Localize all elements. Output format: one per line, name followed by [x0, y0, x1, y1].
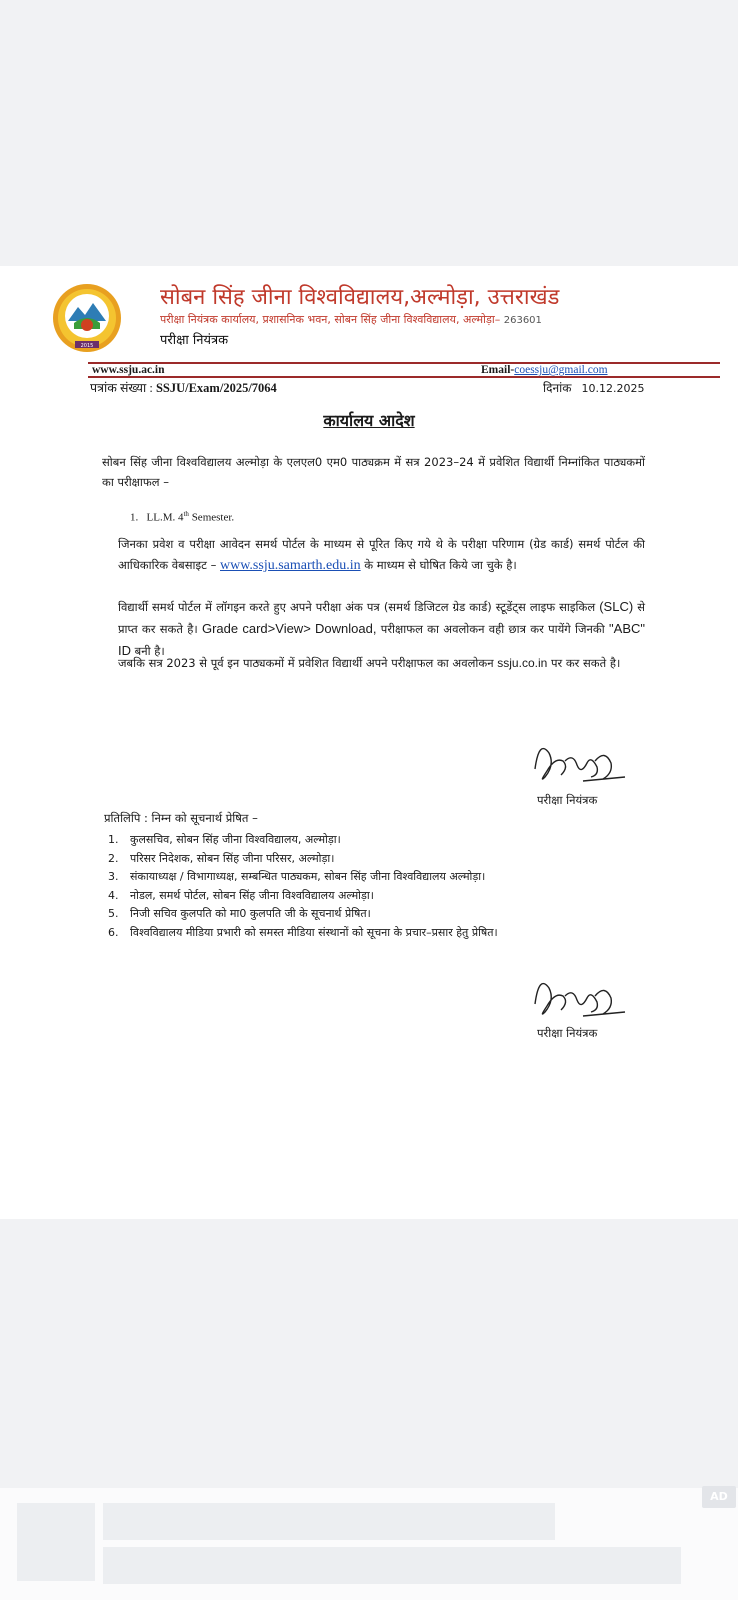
- document-date: [543, 379, 644, 396]
- samarth-portal-link[interactable]: www.ssju.samarth.edu.in: [220, 558, 361, 573]
- signature-2: [525, 966, 635, 1026]
- reference-number: [90, 379, 277, 396]
- ad-thumbnail-placeholder: [17, 1503, 95, 1581]
- list-item-text: निजी सचिव कुलपति को मा0 कुलपति जी के सूचनार्थ प्रेषित।: [130, 907, 371, 920]
- ad-badge[interactable]: AD: [702, 1486, 736, 1508]
- ad-body-placeholder: [103, 1547, 681, 1584]
- university-name: सोबन सिंह जीना विश्वविद्यालय,अल्मोड़ा, उत्तराखंड: [160, 285, 560, 310]
- para3-text-c: परीक्षाफल का अवलोकन वही छात्र कर पायेंगे जिनकी: [376, 622, 610, 636]
- para3-text-a: विद्यार्थी समर्थ पोर्टल में लॉगइन करते हुए अपने परीक्षा अंक पत्र (समर्थ डिजिटल ग्रेड कार्ड) स्टूडेंट्स लाइफ साइकिल: [118, 600, 600, 614]
- course-item-text: LL.M. 4: [146, 511, 184, 524]
- list-item-text: संकायाध्यक्ष / विभागाध्यक्ष, सम्बन्धित पाठ्यकम, सोबन सिंह जीना विश्वविद्यालय अल्मोड़ा।: [130, 870, 486, 883]
- document-title: कार्यालय आदेश: [323, 411, 415, 430]
- email-link[interactable]: coessju@gmail.com: [514, 364, 608, 376]
- header-rule-bottom: [88, 376, 720, 378]
- office-address: [160, 312, 542, 327]
- paragraph-intro: सोबन सिंह जीना विश्वविद्यालय अल्मोड़ा के एलएल0 एम0 पाठ्यक्रम में सत्र 2023–24 में प्रवेशित विद्यार्थी निम्नांकित पाठ्यकमों का परीक्षाफल –: [102, 455, 645, 489]
- signatory-title-2: परीक्षा नियंत्रक: [537, 1026, 598, 1040]
- para4-site: ssju.co.in: [497, 656, 548, 670]
- website-link[interactable]: www.ssju.ac.in: [92, 364, 165, 376]
- list-item-text: नोडल, समर्थ पोर्टल, सोबन सिंह जीना विश्वविद्यालय अल्मोड़ा।: [130, 888, 374, 902]
- list-item-number: 1.: [108, 833, 119, 846]
- header-rule-top: [88, 362, 720, 364]
- course-item-number: 1.: [130, 511, 139, 524]
- pincode: 263601: [503, 315, 542, 326]
- notice-document: [0, 266, 738, 1219]
- paragraph-result-declaration: [118, 534, 645, 576]
- list-item: [108, 850, 498, 869]
- course-item: [130, 510, 234, 524]
- para4-text-a: जबकि सत्र 2023 से पूर्व इन पाठ्यकमों में प्रवेशित विद्यार्थी अपने परीक्षाफल का अवलोकन: [118, 656, 498, 670]
- list-item: [108, 831, 498, 850]
- course-item-sup: th: [183, 510, 189, 518]
- para3-abc-id: "ABC" ID: [118, 621, 645, 658]
- date-label: दिनांक: [543, 381, 572, 395]
- paragraph-old-session: [118, 653, 645, 674]
- list-item-text: विश्वविद्यालय मीडिया प्रभारी को समस्त मीडिया संस्थानों को सूचना के प्रचार–प्रसार हेतु प्रेषित।: [130, 925, 498, 939]
- email-line: [481, 364, 608, 376]
- list-item: [108, 905, 498, 924]
- list-item: [108, 887, 498, 906]
- logo-year: 2015: [80, 343, 94, 349]
- list-item-text: कुलसचिव, सोबन सिंह जीना विश्वविद्यालय, अल्मोड़ा।: [130, 833, 341, 846]
- list-item: [108, 868, 498, 887]
- signature-1: [525, 731, 635, 791]
- university-logo: [52, 283, 122, 353]
- list-item-number: 5.: [108, 907, 119, 920]
- ref-value: SSJU/Exam/2025/7064: [155, 381, 277, 395]
- copy-to-list: [108, 831, 498, 942]
- ref-label: पत्रांक संख्या :: [90, 381, 153, 395]
- copy-to-heading: प्रतिलिपि : निम्न को सूचनार्थ प्रेषित –: [104, 811, 258, 825]
- para3-text-d: बनी है।: [131, 644, 165, 658]
- list-item-number: 6.: [108, 925, 119, 939]
- para2-text-b: के माध्यम से घोषित किये जा चुके है।: [360, 558, 517, 572]
- list-item: [108, 924, 498, 943]
- list-item-number: 2.: [108, 851, 119, 865]
- ad-headline-placeholder: [103, 1503, 555, 1540]
- office-address-text: परीक्षा नियंत्रक कार्यालय, प्रशासनिक भवन, सोबन सिंह जीना विश्वविद्यालय, अल्मोड़ा–: [160, 313, 501, 326]
- para4-text-b: पर कर सकते है।: [547, 656, 621, 670]
- top-blank-area: [0, 0, 738, 266]
- para3-grade-card-path: Grade card>View> Download,: [201, 621, 377, 636]
- date-value: 10.12.2025: [581, 382, 645, 395]
- email-label: Email-: [481, 364, 515, 376]
- office-name: परीक्षा नियंत्रक: [160, 333, 229, 348]
- course-item-after: Semester.: [188, 511, 235, 524]
- list-item-number: 3.: [108, 870, 119, 883]
- para2-text-a: जिनका प्रवेश व परीक्षा आवेदन समर्थ पोर्टल के माध्यम से पूरित किए गये थे के परीक्षा परिणाम (ग्रेड कार्ड) समर्थ पोर्टल की आधिकारिक वेबसाइट –: [118, 537, 645, 572]
- para3-text-b: से प्राप्त कर सकते है।: [118, 600, 645, 636]
- signatory-title: परीक्षा नियंत्रक: [537, 793, 598, 807]
- list-item-text: परिसर निदेशक, सोबन सिंह जीना परिसर, अल्मोड़ा।: [130, 851, 335, 865]
- list-item-number: 4.: [108, 888, 119, 902]
- para3-slc: (SLC): [599, 599, 634, 614]
